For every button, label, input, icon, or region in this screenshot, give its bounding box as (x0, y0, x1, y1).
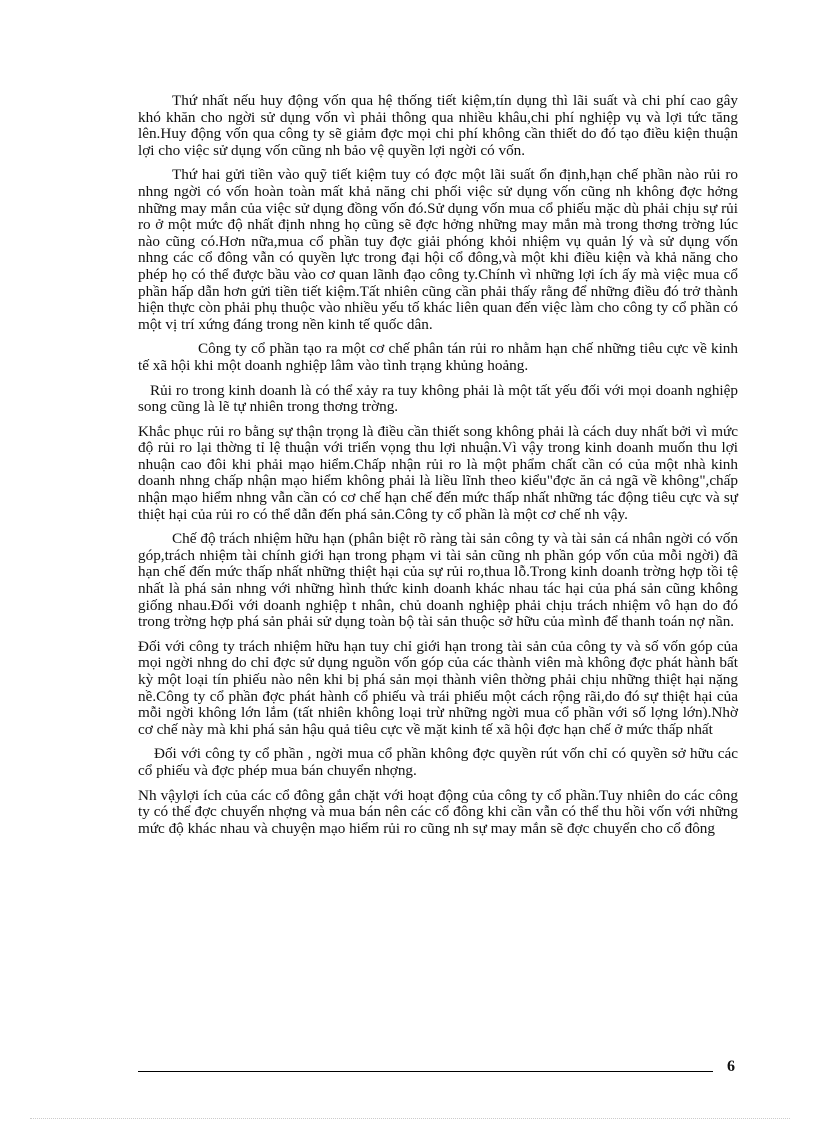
footer-divider (138, 1071, 713, 1072)
paragraph-6: Chế độ trách nhiệm hữu hạn (phân biệt rõ ràng tài sản công ty và tài sản cá nhân ngời có vốn góp,trách nhiệm tài chính giới hạn trong phạm vi tài sản cũng nh phần góp vốn của mỗi ngời) đã hạn chế đến mức thấp nhất những thiệt hại của sự rủi ro,thua lỗ.Trong kinh doanh trờng hợp tồi tệ nhất là phá sản nhng với những hình thức kinh doanh khác nhau tác hại của phá sản cũng không giống nhau.Đối với doanh nghiệp t nhân, chủ doanh nghiệp phải chịu trách nhiệm vô hạn do đó trong trờng hợp phá sản phải sử dụng toàn bộ tài sản thuộc sở hữu của mình để thanh toán nợ nần. (138, 530, 738, 631)
paragraph-3: Công ty cổ phần tạo ra một cơ chế phân tán rủi ro nhằm hạn chế những tiêu cực về kinh tế xã hội khi một doanh nghiệp lâm vào tình trạng khủng hoảng. (138, 340, 738, 374)
page-number: 6 (727, 1058, 735, 1075)
paragraph-9: Nh vậylợi ích của các cổ đông gắn chặt với hoạt động của công ty cổ phần.Tuy nhiên do các công ty có thể đợc chuyển nhợng và mua bán nên các cổ đông khi cần vẫn có thể thu hồi vốn với những mức độ khác nhau và chuyện mạo hiểm rủi ro cũng nh sự may mắn sẽ đợc chuyển cho cổ đông (138, 786, 738, 837)
paragraph-7: Đối với công ty trách nhiệm hữu hạn tuy chỉ giới hạn trong tài sản của công ty và số vốn góp của mọi ngời nhng do chỉ đợc sử dụng nguồn vốn góp của các thành viên mà không đợc phát hành bất kỳ một loại tín phiếu nào nên khi bị phá sản mọi thành viên thờng phải chịu những thiệt hại nặng nề.Công ty cổ phần đợc phát hành cổ phiếu và trái phiếu một cách rộng rãi,do đó sự thiệt hại của mỗi ngời không lớn lắm (tất nhiên không loại trừ những ngời mua cổ phần với số lợng lớn).Nhờ cơ chế này mà khi phá sản hậu quả tiêu cực về mặt kinh tế xã hội đợc hạn chế ở mức thấp nhất (138, 637, 738, 738)
document-body (138, 93, 738, 845)
paragraph-8: Đối với công ty cổ phần , ngời mua cổ phần không đợc quyền rút vốn chỉ có quyền sở hữu các cổ phiếu và đợc phép mua bán chuyển nhợng. (138, 745, 738, 779)
page-bottom-edge (30, 1118, 790, 1119)
paragraph-1: Thứ nhất nếu huy động vốn qua hệ thống tiết kiệm,tín dụng thì lãi suất và chi phí cao gây khó khăn cho ngời sử dụng vốn vì phải thông qua nhiều khâu,chi phí nghiệp vụ và lợi tức tăng lên.Huy động vốn qua công ty sẽ giảm đợc mọi chi phí không cần thiết do đó tạo điều kiện thuận lợi cho việc sử dụng vốn cũng nh bảo vệ quyền lợi ngời có vốn. (138, 92, 738, 159)
paragraph-2: Thứ hai gửi tiền vào quỹ tiết kiệm tuy có đợc một lãi suất ổn định,hạn chế phần nào rủi ro nhng ngời có vốn hoàn toàn mất khả năng chi phối việc sử dụng vốn cũng nh không đợc hởng những may mắn của việc sử dụng đồng vốn đó.Sử dụng vốn mua cổ phiếu mặc dù phải chịu sự rủi ro ở một mức độ nhất định nhng họ cũng sẽ đợc hởng những may mắn mà trong thơng trờng lúc nào cũng có.Hơn nữa,mua cổ phần tuy đợc giải phóng khỏi nhiệm vụ quản lý và sử dụng vốn nhng các cổ đông vẫn có quyền lực trong đại hội cổ đông,và một khi điều kiện và khả năng cho phép họ có thể được bầu vào cơ quan lãnh đạo công ty.Chính vì những lợi ích ấy mà việc mua cổ phần hấp dẫn hơn gửi tiền tiết kiệm.Tất nhiên cũng cần phải thấy rằng để những điều đó trở thành hiện thực còn phải phụ thuộc vào nhiều yếu tố khác liên quan đến việc làm cho công ty cổ phần có một vị trí xứng đáng trong nền kinh tế quốc dân. (138, 166, 738, 333)
paragraph-4: Rủi ro trong kinh doanh là có thể xảy ra tuy không phải là một tất yếu đối với mọi doanh nghiệp song cũng là lẽ tự nhiên trong thơng trờng. (138, 381, 738, 416)
paragraph-5: Khắc phục rủi ro bằng sự thận trọng là điều cần thiết song không phải là cách duy nhất bởi vì mức độ rủi ro lại thờng tỉ lệ thuận với triển vọng thu lợi nhuận.Vì vậy trong kinh doanh muốn thu lợi nhuận cao đôi khi phải mạo hiểm.Chấp nhận rủi ro là một phẩm chất cần có của một nhà kinh doanh nhng chấp nhận mạo hiểm không phải là liều lĩnh theo kiểu"đợc ăn cả ngã về không",chấp nhận mạo hiểm nhng vẫn cần có cơ chế hạn chế đến mức thấp nhất những tác động tiêu cực và sự thiệt hại của rủi ro có thể dẫn đến phá sản.Công ty cổ phần là một cơ chế nh vậy. (138, 422, 738, 523)
